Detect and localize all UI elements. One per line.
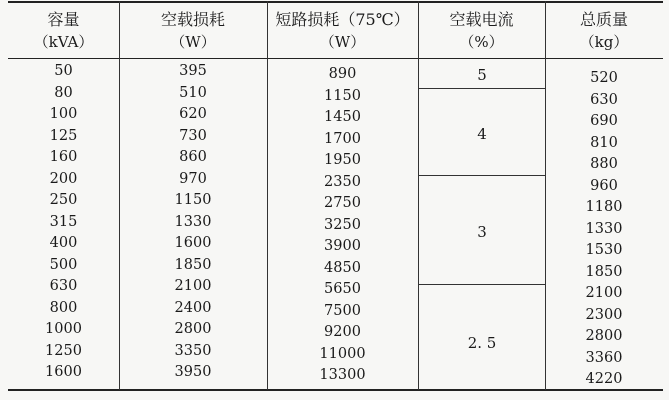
total-mass-cell: 2800 (585, 328, 623, 344)
total-mass-cell: 960 (590, 177, 618, 194)
no-load-loss-cell: 1330 (174, 213, 212, 230)
short-circuit-loss-cell: 5650 (324, 281, 361, 297)
no-load-current-group-2: 4 (477, 125, 487, 143)
total-mass-cell: 4220 (585, 371, 623, 387)
total-mass-cell: 810 (590, 134, 618, 151)
capacity-cell: 80 (54, 84, 73, 101)
header-no-load-loss (119, 8, 267, 54)
no-load-loss-cell: 1850 (174, 256, 212, 273)
short-circuit-loss-cell: 1700 (324, 130, 361, 147)
capacity-cell: 200 (49, 170, 78, 187)
no-load-loss-cell: 620 (179, 106, 207, 122)
no-load-current-group-1: 5 (477, 66, 487, 84)
header-no-load-current (418, 8, 545, 54)
capacity-cell: 1000 (45, 321, 82, 337)
total-mass-cell: 1850 (585, 263, 623, 280)
short-circuit-loss-cell: 13300 (319, 367, 366, 383)
total-mass-cell: 1330 (585, 220, 623, 237)
header-short-circuit-loss (267, 8, 418, 54)
total-mass-cell: 1530 (585, 242, 623, 258)
header-capacity-name: 容量 (47, 10, 80, 29)
table-top-rule (8, 1, 663, 3)
no-load-loss-cell: 2400 (174, 299, 212, 316)
current-group-divider-2 (419, 175, 545, 176)
total-mass-cell: 520 (590, 70, 618, 86)
total-mass-cell: 690 (590, 113, 618, 129)
total-mass-cell: 3360 (585, 349, 623, 366)
short-circuit-loss-cell: 890 (328, 66, 357, 82)
short-circuit-loss-cell: 3900 (324, 238, 361, 254)
header-short-circuit-loss-unit: （W） (319, 33, 366, 51)
header-no-load-loss-name: 空载损耗 (160, 10, 225, 29)
header-no-load-loss-unit: （W） (170, 33, 216, 51)
short-circuit-loss-cell: 9200 (324, 324, 361, 340)
current-group-divider-1 (419, 88, 545, 89)
short-circuit-loss-cell: 4850 (324, 259, 361, 276)
capacity-cell: 100 (49, 106, 78, 122)
no-load-loss-cell: 730 (179, 127, 207, 144)
column-short-circuit-loss (267, 64, 418, 387)
header-total-mass (545, 8, 663, 54)
capacity-cell: 160 (49, 149, 78, 165)
header-capacity-unit: （kVA） (33, 33, 94, 51)
column-total-mass (545, 68, 663, 391)
total-mass-cell: 2300 (585, 306, 623, 323)
capacity-cell: 400 (49, 235, 78, 251)
no-load-loss-cell: 3950 (174, 364, 212, 380)
no-load-loss-cell: 510 (179, 84, 207, 101)
capacity-cell: 500 (49, 256, 78, 273)
capacity-cell: 1600 (45, 364, 82, 380)
no-load-current-group-3: 3 (477, 223, 487, 241)
column-no-load-loss (119, 61, 267, 384)
capacity-cell: 125 (49, 127, 78, 144)
no-load-loss-cell: 860 (179, 149, 207, 165)
capacity-cell: 50 (54, 63, 73, 79)
capacity-cell: 1250 (45, 342, 82, 359)
total-mass-cell: 1180 (585, 199, 623, 215)
no-load-loss-cell: 1150 (174, 192, 212, 208)
capacity-cell: 630 (49, 278, 78, 294)
total-mass-cell: 2100 (585, 285, 623, 301)
total-mass-cell: 880 (590, 156, 618, 172)
no-load-loss-cell: 2800 (174, 321, 212, 337)
short-circuit-loss-cell: 7500 (324, 302, 361, 319)
no-load-loss-cell: 2100 (174, 278, 212, 294)
capacity-cell: 315 (49, 213, 78, 230)
total-mass-cell: 630 (590, 91, 618, 108)
no-load-loss-cell: 395 (179, 63, 207, 79)
short-circuit-loss-cell: 2350 (324, 173, 361, 190)
no-load-loss-cell: 1600 (174, 235, 212, 251)
short-circuit-loss-cell: 3250 (324, 216, 361, 233)
header-short-circuit-loss-name: 短路损耗（75℃） (275, 10, 410, 29)
header-no-load-current-unit: （%） (459, 33, 504, 51)
short-circuit-loss-cell: 11000 (319, 345, 366, 362)
header-total-mass-name: 总质量 (579, 10, 628, 29)
no-load-loss-cell: 970 (179, 170, 207, 187)
no-load-loss-cell: 3350 (174, 342, 212, 359)
column-capacity (8, 61, 119, 384)
header-rule (8, 58, 663, 59)
header-no-load-current-name: 空载电流 (449, 10, 514, 29)
short-circuit-loss-cell: 1950 (324, 152, 361, 168)
capacity-cell: 800 (49, 299, 78, 316)
current-group-divider-3 (419, 284, 545, 285)
short-circuit-loss-cell: 1150 (324, 87, 361, 104)
header-capacity (8, 8, 119, 54)
short-circuit-loss-cell: 1450 (324, 109, 361, 125)
header-total-mass-unit: （kg） (579, 33, 629, 51)
short-circuit-loss-cell: 2750 (324, 195, 361, 211)
no-load-current-group-4: 2. 5 (467, 334, 497, 352)
capacity-cell: 250 (49, 192, 78, 208)
